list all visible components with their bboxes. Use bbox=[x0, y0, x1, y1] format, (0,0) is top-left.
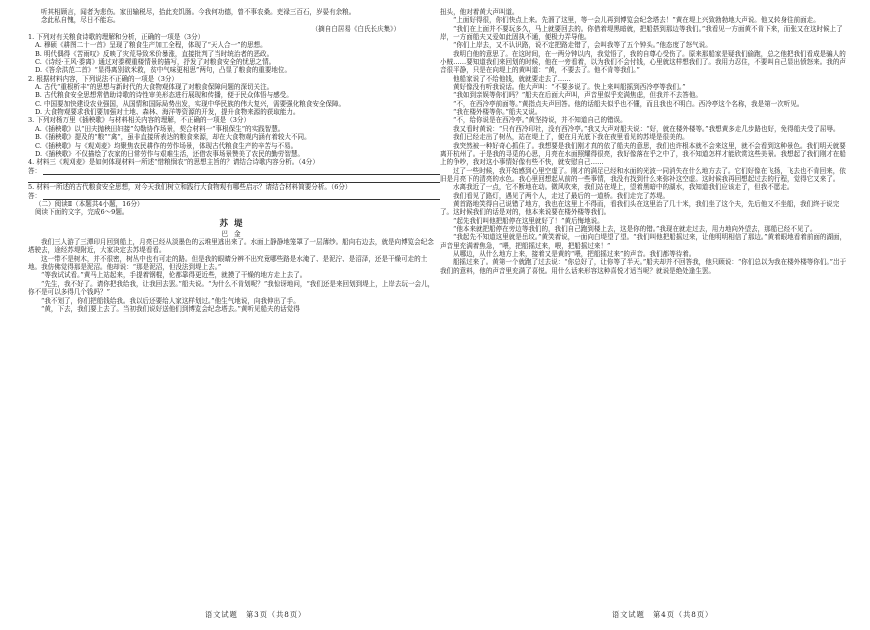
question-option: B.《插秧歌》提及的“粮”“禽”，虽非直接所表达的粮食来源，却在大食物观内涵有着较大不同。 bbox=[35, 133, 311, 142]
question-stem: 1. 下列对有关粮食诗歌的理解和分析，正确的一项是（3分） bbox=[28, 33, 205, 42]
essay-paragraph: “不，在西冷亭前面等。”黄指点夫声回答。他的话船夫似乎也不懂，而且我也不明白。西冷亭这个名称，我是第一次听见。 bbox=[453, 99, 804, 108]
question-stem: 3. 下列对杨万里《插秧歌》与材料相关内容的理解，不正确的一项是（3分） bbox=[28, 116, 250, 125]
essay-author: 巴金 bbox=[221, 229, 247, 238]
essay-paragraph: “你们上岸去，又不认识路，说不定把路走错了，会叫我等了五个钟头。”他态度了怒气说。 bbox=[453, 41, 712, 50]
question-option: C.《插秧歌》与《观刈麦》均聚焦农民耕作的劳作场景，体现古代粮食生产的辛苦与不易。 bbox=[35, 141, 298, 150]
question-option: D. 大食物观要求我们要加强对土地、森林、海洋等资源的开发，提升食物来源的获取能力。 bbox=[35, 108, 300, 117]
essay-paragraph: 船摇过来了。黄第一个就跑了过去说：“你总好了，让你等了半天。”船夫却并不回答我，他只顾说：“你们总以为我在楼外楼等你们。”岀于我们的意料，他的声音里充满了喜悦。用什么话来形容这种喜悦才适当呢？就说是绝处逢生罢。 bbox=[440, 258, 847, 275]
answer-label: 答： bbox=[28, 166, 42, 175]
essay-paragraph: 他船家说了不给他钱，就就要走去了…… bbox=[453, 74, 571, 83]
question-stem: 5. 材料一所述的古代粮食安全思想，对今天我们树立和践行大食物观有哪些启示？请结合材料简要分析。（6分） bbox=[28, 183, 352, 192]
essay-paragraph: 我们已经走出了树丛，站在堤上了，便在月光底下我在夜里看见的苏堤是很美的。 bbox=[453, 133, 689, 142]
answer-label: 答： bbox=[28, 191, 42, 200]
essay-paragraph: 我们看见了路灯，遇见了两个人，走过了最后的一道桥。我们走完了苏堤。 bbox=[453, 191, 670, 200]
question-option: B. 古代粮食安全思想常借助诗歌的诗性审美形态进行展现和传播，便于民众体悟与感受。 bbox=[35, 91, 293, 100]
page-footer: 语文试题 第4页（共8页） bbox=[612, 610, 714, 619]
essay-paragraph: “我不划了，你们把船钱给我。我以后还要给人家这样划过。”他生气地说，向我伸出了手。 bbox=[41, 296, 300, 305]
essay-paragraph: “等我试试看。”黄马上站起来，手提着钢棍，伦都靠得更近些，就摸了干燥的地方走上去了。 bbox=[41, 271, 307, 280]
essay-paragraph: 从哪边，从什么地方上来，接着又是黄的“喂，把船摇过来”的声音。我们都等待着。 bbox=[453, 249, 696, 258]
question-option: A.《插秧歌》以“田夫抛秧田妇接”勾勒协作场景，契合材料一“事根保生”的实践智慧。 bbox=[35, 124, 285, 133]
essay-paragraph: “我如到亲娱等你们吗？”船夫在后面大声叫，声音里似乎充满焦虑，但我并不去答他。 bbox=[453, 91, 702, 100]
essay-paragraph: 黄首路地笑得自己说错了地方，我也在这里上不得而，看我们头在这里治了几十米，我们坐了这个夫，先后他又不坐船，我们终于说完了。这时候我们的话是对的，他本来说要在楼外楼等我们。 bbox=[440, 199, 840, 217]
essay-paragraph: 我又看时黄说：“只有西冷印社，没有西冷亭。”我又大声对船夫说：“好，就在楼外楼等。”我想黄多走几步路也好，免得船夫受了屈辱。 bbox=[453, 124, 840, 133]
question-option: A. 古代“重根析丰”的思想与新时代的大食物观体现了对粮食保障问题的深切关注。 bbox=[35, 83, 274, 92]
question-option: A. 穆硕《耕图二十一首》呈现了粮食生产加工全程，体现了“天人合一”的思想。 bbox=[35, 41, 267, 50]
page-footer: 语文试题 第3页（共8页） bbox=[205, 610, 307, 619]
question-stem: 2. 根据材料内容，下列说法不正确的一项是（3分） bbox=[28, 74, 178, 83]
essay-paragraph: “黄，下去，我们要上去了。当初我们说好送他们到博览会纪念塔去。”黄听见船夫的话觉得 bbox=[41, 304, 300, 313]
question-1 bbox=[28, 33, 440, 75]
essay-paragraph: 黄好像没有听我说话。他大声叫：“不要多说了。快上来叫船摇到西冷亭等我们。” bbox=[453, 83, 686, 92]
question-option: B. 明代偶得《苦雨叹》反映了灾荒导致米价暴涨，直接批判了当时统治者的恶政。 bbox=[35, 49, 274, 58]
question-option: D.《答佘洪范二首》“显得离别欲米救，贫中气味更相思”两句，凸显了粮食的重要地位。 bbox=[35, 66, 292, 75]
essay-paragraph: “我起先不知道这里就是岳坟。”黄笑着说，一面向白堤望了望。“我们叫他把船摇过来，让他明明相信了那边。”黄着眼地看着前面的湖面，声音里充满着焦急，“喂，把船摇过来，喂，把船摇过来！” bbox=[440, 233, 847, 250]
question-4 bbox=[28, 158, 440, 183]
left-page bbox=[28, 8, 440, 313]
poem-line: 念此私自愧，尽日不能忘。 bbox=[41, 16, 120, 25]
essay-title: 苏堤 bbox=[219, 218, 249, 229]
essay-paragraph: “不，给你说是在西冷亭。”黄坚持说，并不知道自己的错误。 bbox=[453, 116, 627, 125]
answer-blank[interactable] bbox=[43, 193, 440, 200]
question-stem: 4. 材料三《观刈麦》是如何体现材料一所述“惜粮悯农”的思想主旨的？请结合诗歌内容分析。（4分） bbox=[28, 158, 319, 167]
section-heading: （二）阅读Ⅱ（本题共4小题，16分） bbox=[35, 200, 144, 209]
question-5 bbox=[28, 183, 440, 200]
essay-paragraph: 这一带不是树木，并不很密，树丛中也有可走的路。但是我的眼睛分辨不出究竟哪些路是水淹了、是泥泞、是沼泽，还是干燥可走的土地。我仿佛觉得那是泥沼。他却说：“那是泥沼，但没法到堤上去。” bbox=[28, 254, 428, 272]
question-option: D.《插秧歌》不仅描绘了农家的日常劳作与艰难生活，还借农事场景赞美了农民的勤劳智慧。 bbox=[35, 149, 304, 158]
essay-paragraph: “起先我们叫他把船停在这里就好了！”黄后悔地说。 bbox=[453, 216, 604, 225]
essay-paragraph: 扭头，他对着黄大声叫道。 bbox=[440, 8, 519, 16]
poem-source: （摘自白居易《白氏长庆集》） bbox=[311, 24, 400, 33]
essay-paragraph: “上面好得很，你们快点上来。先溜了这里，等一会儿再到博览会纪念塔去！”黄在堤上兴致勃勃地大声说。他又转身往前面走。 bbox=[453, 16, 820, 25]
essay-paragraph: 我突然被一种好奇心抓住了。我想要是我们刚才真的依了船夫的意思，我们也许根本就不会来这里，就不会看到这种景色。我们明天就要离开杭州了。于是我的寻觅的心思，月亮在水面照耀得很亮，我好像落在乎之中了，我不知道怎样才能欣赏这些美景。我想起了我们刚才在船上的争吵，我对这小事情好像有些不快，就安慰自己…… bbox=[440, 141, 846, 167]
essay-paragraph: 我明白他的意思了。在这时间，在一两分钟以内，我觉悟了，我的自尊心受伤了。原来那船家是疑我们偷跑，总之他把我们看成是骗人的小贼……要知道我们来回划的时候，他在一旁看着，以为我们不会付钱，心里就这样想我们了。我用力忍住，不要叫自己显出愤怒来。我的声音很平静，只是在向堤上的黄叫道：“黄，不要去了。他不肯等我们。” bbox=[440, 49, 846, 75]
essay-paragraph: “先生，我不好了。请你把我给我，让我回去罢。”船夫说。“为什么不肯划呢？”我惊讶地问，“我们还是来回划到堤上，上岸去玩一会儿，你不是可以多得几个钱吗？” bbox=[28, 279, 435, 297]
question-3 bbox=[28, 116, 440, 158]
section-instruction: 阅读下面的文字，完成6～9题。 bbox=[35, 208, 129, 217]
answer-blank[interactable] bbox=[43, 168, 440, 175]
essay-paragraph: 我们三人游了三潭印月回到船上，月亮已经从淡墨色的云堆里逃出来了。水面上静静地笼罩了一层薄纱。船向右边去，就是向博览会纪念塔驶去，途经苏堤附近，大家决定去苏堤看看。 bbox=[28, 238, 434, 255]
essay-paragraph: “我在楼外楼等你。”船夫又说。 bbox=[453, 108, 542, 117]
answer-line[interactable] bbox=[28, 192, 440, 200]
poem-line: 听其相顾言，闻者为悲伤。家田输税尽，拾此充饥肠。今我何功德，曾不事农桑。吏禄三百石，岁晏有余粮。 bbox=[41, 8, 356, 16]
essay-paragraph: 过了一些时候，我开始感到心里空虚了。刚才的满足已经和水面的光波一同消失在什么地方去了。它们好像在飞扬，飞去也不肯回来，依旧是月亮下的清亮的水色。我心里回想起从前的一些事情，我没有找到什么来弥补这空虚。这时候我再回想起过去的行程，觉得它又来了。 bbox=[440, 166, 846, 183]
right-page bbox=[440, 8, 852, 275]
essay-paragraph: 水离我近了一点，它不断地在动。微风吹来，我们站在堤上，望着黑暗中的湖水，我知道我们应该走了，但我不愿走。 bbox=[453, 183, 794, 192]
question-option: C.《诗经·王风·黍离》通过对黍稷重楼情景的描写，抒发了对粮食安全的忧思之情。 bbox=[35, 58, 276, 67]
answer-line[interactable] bbox=[28, 167, 440, 175]
essay-paragraph: “他本来就把船停在旁边等我们的，我们自己跑到楼上去，这是你的错。”我现在就走过去，用力地向外望去，那船已经不见了。 bbox=[453, 224, 817, 233]
question-option: C. 中国要加快建设农业强国，从国情和国际局势出发，实现中华民族的伟大复兴，需要强化粮食安全保障。 bbox=[35, 99, 346, 108]
question-2 bbox=[28, 75, 440, 117]
essay-paragraph: “我们在上面并不要玩多久，马上就要回去的。你借着堤黑暗就，把船搭到那边等我们。”我看见一方面黄不肯下来，而张又在这时候上了岸，一方面船夫又爱如此固执不通，便极力弄导他。 bbox=[440, 24, 843, 42]
